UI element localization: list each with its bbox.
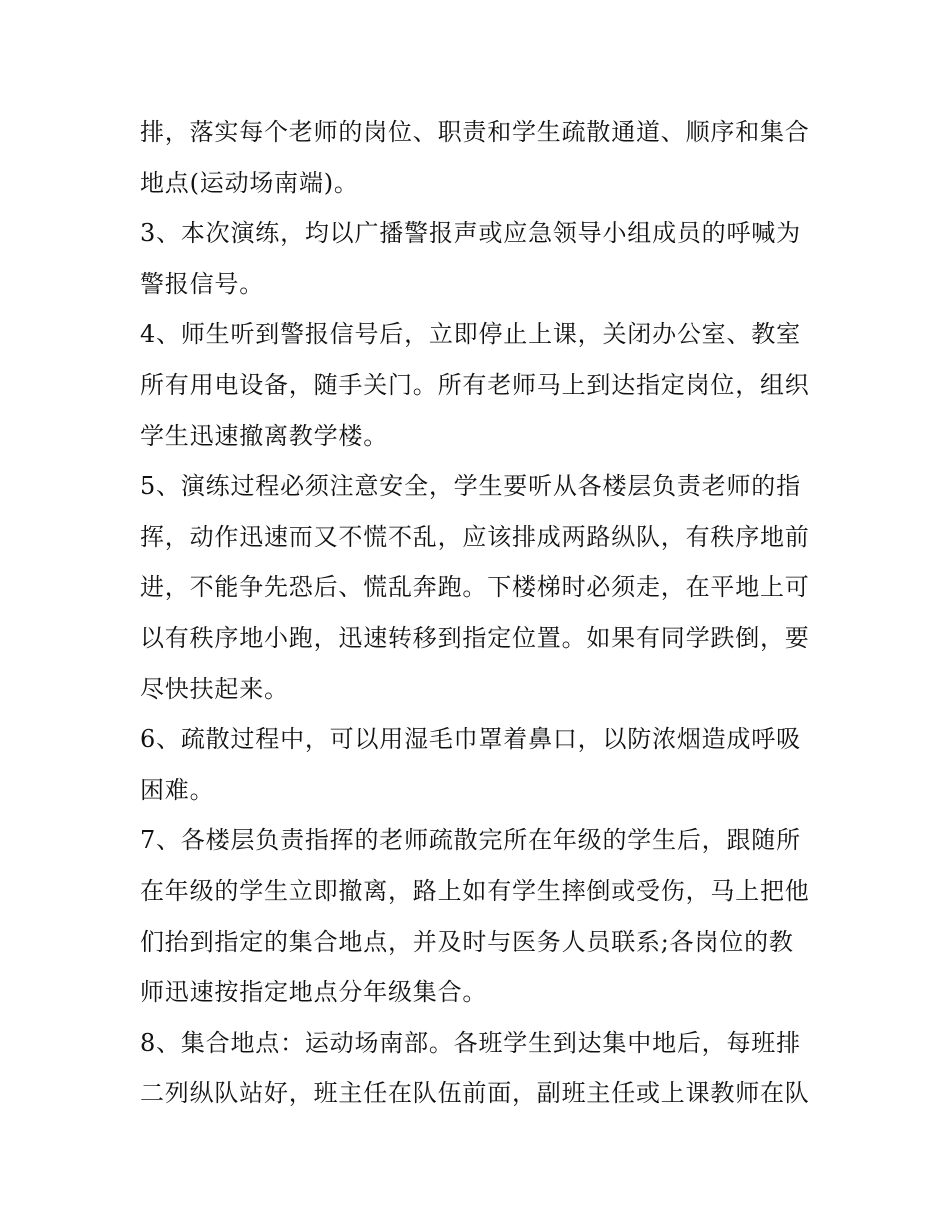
text-line: 二列纵队站好，班主任在队伍前面，副班主任或上课教师在队	[140, 1079, 810, 1108]
text-line: 学生迅速撤离教学楼。	[140, 421, 388, 450]
text-line: 所有用电设备，随手关门。所有老师马上到达指定岗位，组织	[140, 370, 810, 399]
text-line: 们抬到指定的集合地点，并及时与医务人员联系;各岗位的教	[140, 927, 794, 956]
text-line: 进，不能争先恐后、慌乱奔跑。下楼梯时必须走，在平地上可	[140, 573, 810, 602]
text-line: 以有秩序地小跑，迅速转移到指定位置。如果有同学跌倒，要	[140, 623, 810, 652]
text-line: 7、各楼层负责指挥的老师疏散完所在年级的学生后，跟随所	[140, 826, 801, 855]
text-line: 5、演练过程必须注意安全，学生要听从各楼层负责老师的指	[140, 472, 801, 501]
text-line: 8、集合地点：运动场南部。各班学生到达集中地后，每班排	[140, 1028, 801, 1057]
text-line: 警报信号。	[140, 269, 264, 298]
text-line: 6、疏散过程中，可以用湿毛巾罩着鼻口，以防浓烟造成呼吸	[140, 725, 801, 754]
text-line: 困难。	[140, 775, 215, 804]
text-line: 尽快扶起来。	[140, 674, 289, 703]
text-line: 在年级的学生立即撤离，路上如有学生摔倒或受伤，马上把他	[140, 876, 810, 905]
text-line: 地点(运动场南端)。	[140, 168, 359, 197]
text-line: 排，落实每个老师的岗位、职责和学生疏散通道、顺序和集合	[140, 118, 810, 146]
text-line: 4、师生听到警报信号后，立即停止上课，关闭办公室、教室	[140, 320, 801, 349]
document-body	[140, 107, 820, 1119]
text-line: 师迅速按指定地点分年级集合。	[140, 978, 488, 1007]
text-line: 3、本次演练，均以广播警报声或应急领导小组成员的呼喊为	[140, 219, 801, 248]
text-line: 挥，动作迅速而又不慌不乱，应该排成两路纵队，有秩序地前	[140, 522, 810, 551]
